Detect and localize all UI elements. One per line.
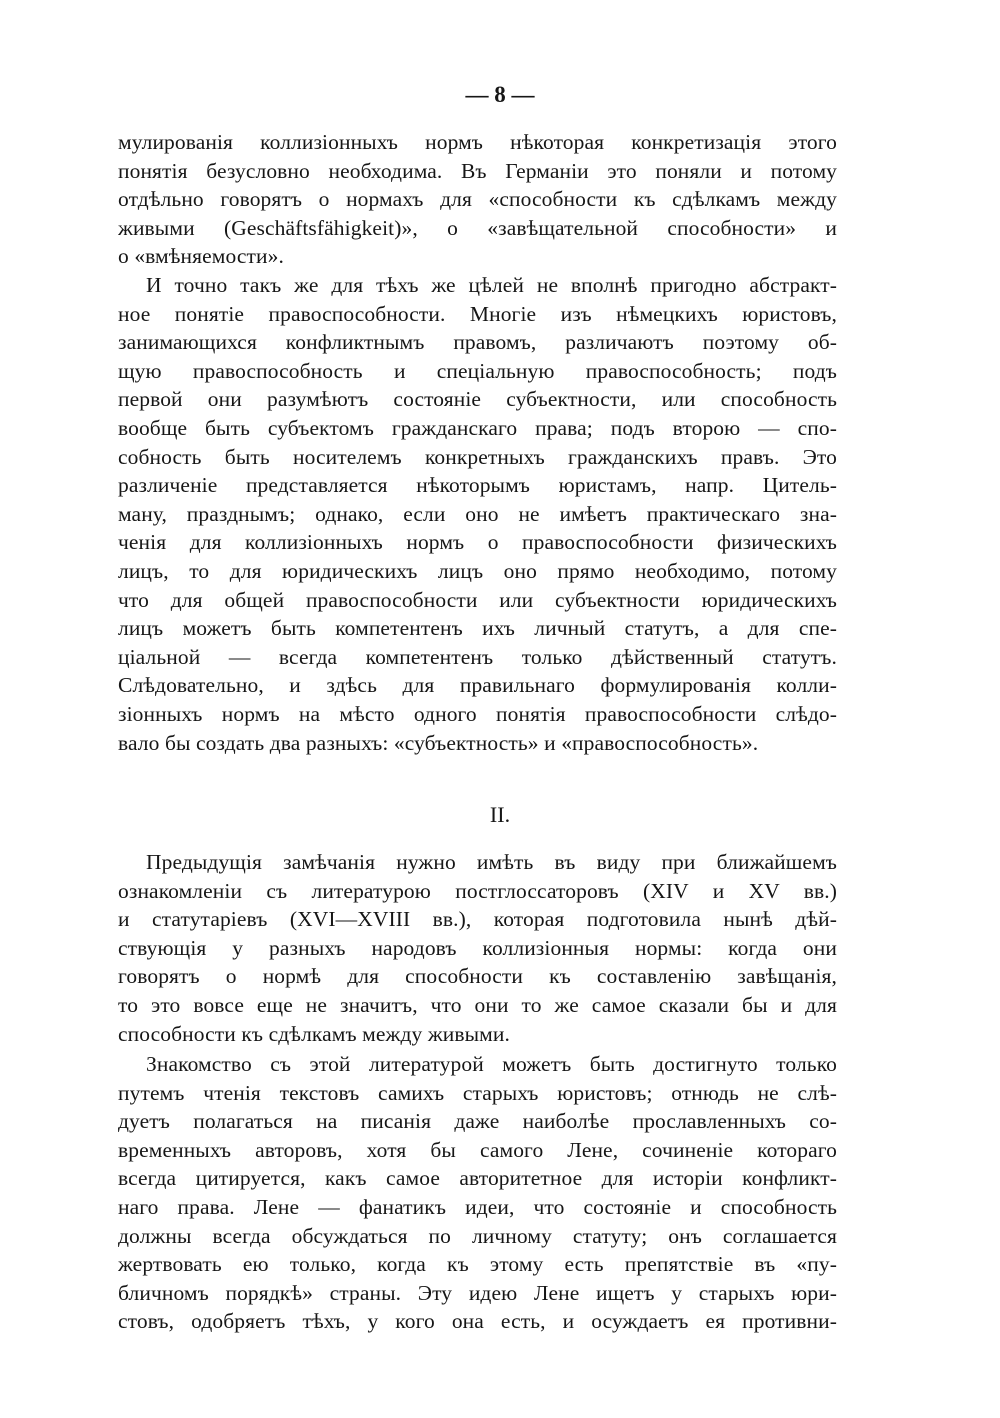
- text-line: ченія для коллизіонныхъ нормъ о правоспособности физическихъ: [118, 530, 837, 555]
- text-line: Предыдущія замѣчанія нужно имѣть въ виду при ближайшемъ: [146, 850, 837, 874]
- text-line: щую правоспособность и спеціальную правоспособность; подъ: [118, 358, 837, 383]
- text-line: наго права. Лене — фанатикъ идеи, что состояніе и способность: [118, 1194, 837, 1219]
- text-line: вало бы создать два разныхъ: «субъектность» и «правоспособность».: [118, 730, 759, 755]
- text-line: дуетъ полагаться на писанія даже наиболѣе прославленныхъ со-: [118, 1109, 837, 1134]
- page-number: — 8 —: [465, 82, 535, 107]
- text-line: живыми (Geschäftsfähigkeit)», о «завѣщательной способности» и: [118, 215, 837, 240]
- text-line: говорятъ о нормѣ для способности къ составленію завѣщанія,: [118, 964, 837, 989]
- text-line: занимающихся конфликтнымъ правомъ, различаютъ поэтому об-: [118, 330, 837, 355]
- text-line: И точно такъ же для тѣхъ же цѣлей не вполнѣ пригодно абстракт-: [146, 273, 837, 297]
- text-line: вообще быть субъектомъ гражданскаго права; подъ второю — спо-: [118, 415, 837, 440]
- text-line: то это вовсе еще не значитъ, что они то же самое сказали бы и для: [118, 992, 837, 1017]
- text-line: отдѣльно говорятъ о нормахъ для «способности къ сдѣлкамъ между: [118, 187, 837, 212]
- text-line: мулированія коллизіонныхъ нормъ нѣкоторая конкретизація этого: [118, 130, 837, 154]
- text-line: жертвовать ею только, когда къ этому есть препятствіе въ «пу-: [118, 1252, 837, 1277]
- text-line: всегда цитируется, какъ самое авторитетное для исторіи конфликт-: [118, 1166, 837, 1191]
- text-line: должны всегда обсуждаться по личному статуту; онъ соглашается: [118, 1223, 837, 1248]
- text-line: ознакомленіи съ литературою постглоссаторовъ (XIV и XV вв.): [118, 878, 837, 903]
- text-line: зіонныхъ нормъ на мѣсто одного понятія правоспособности слѣдо-: [118, 701, 837, 726]
- text-line: ціальной — всегда компетентенъ только дѣйственный статутъ.: [118, 644, 837, 669]
- text-line: путемъ чтенія текстовъ самихъ старыхъ юристовъ; отнюдь не слѣ-: [118, 1080, 837, 1105]
- text-line: что для общей правоспособности или субъектности юридическихъ: [118, 587, 837, 612]
- text-line: бличномъ порядкѣ» страны. Эту идею Лене ищетъ у старыхъ юри-: [118, 1280, 837, 1305]
- text-line: различеніе представляется нѣкоторымъ юристамъ, напр. Цитель-: [118, 473, 837, 498]
- text-line: собность быть носителемъ конкретныхъ гражданскихъ правъ. Это: [118, 444, 837, 469]
- text-line: способности къ сдѣлкамъ между живыми.: [118, 1021, 510, 1046]
- text-line: ману, празднымъ; однако, если оно не имѣетъ практическаго зна-: [118, 501, 837, 526]
- text-line: ное понятіе правоспособности. Многіе изъ нѣмецкихъ юристовъ,: [118, 301, 837, 326]
- text-line: временныхъ авторовъ, хотя бы самого Лене, сочиненіе котораго: [118, 1137, 837, 1162]
- text-line: о «вмѣняемости».: [118, 244, 284, 269]
- text-line: Знакомство съ этой литературой можетъ быть достигнуто только: [146, 1052, 837, 1076]
- text-line: Слѣдовательно, и здѣсь для правильнаго формулированія колли-: [118, 673, 837, 698]
- text-line: ствующія у разныхъ народовъ коллизіонныя нормы: когда они: [118, 935, 837, 960]
- text-line: понятія безусловно необходима. Въ Германіи это поняли и потому: [118, 158, 837, 183]
- section-heading: II.: [489, 802, 511, 827]
- paragraph-3: [118, 848, 837, 1048]
- text-line: лицъ можетъ быть компетентенъ ихъ личный статутъ, а для спе-: [118, 616, 837, 641]
- text-line: лицъ, то для юридическихъ лицъ оно прямо необходимо, потому: [118, 558, 837, 583]
- text-line: первой они разумѣютъ состояніе субъектности, или способность: [118, 387, 837, 412]
- paragraph-1: [118, 128, 837, 271]
- text-line: стовъ, одобряетъ тѣхъ, у кого она есть, и осуждаетъ ея противни-: [118, 1309, 837, 1334]
- paragraph-2: [118, 271, 837, 757]
- text-line: и статутаріевъ (XVI—XVIII вв.), которая подготовила нынѣ дѣй-: [118, 907, 837, 932]
- paragraph-4: [118, 1050, 837, 1336]
